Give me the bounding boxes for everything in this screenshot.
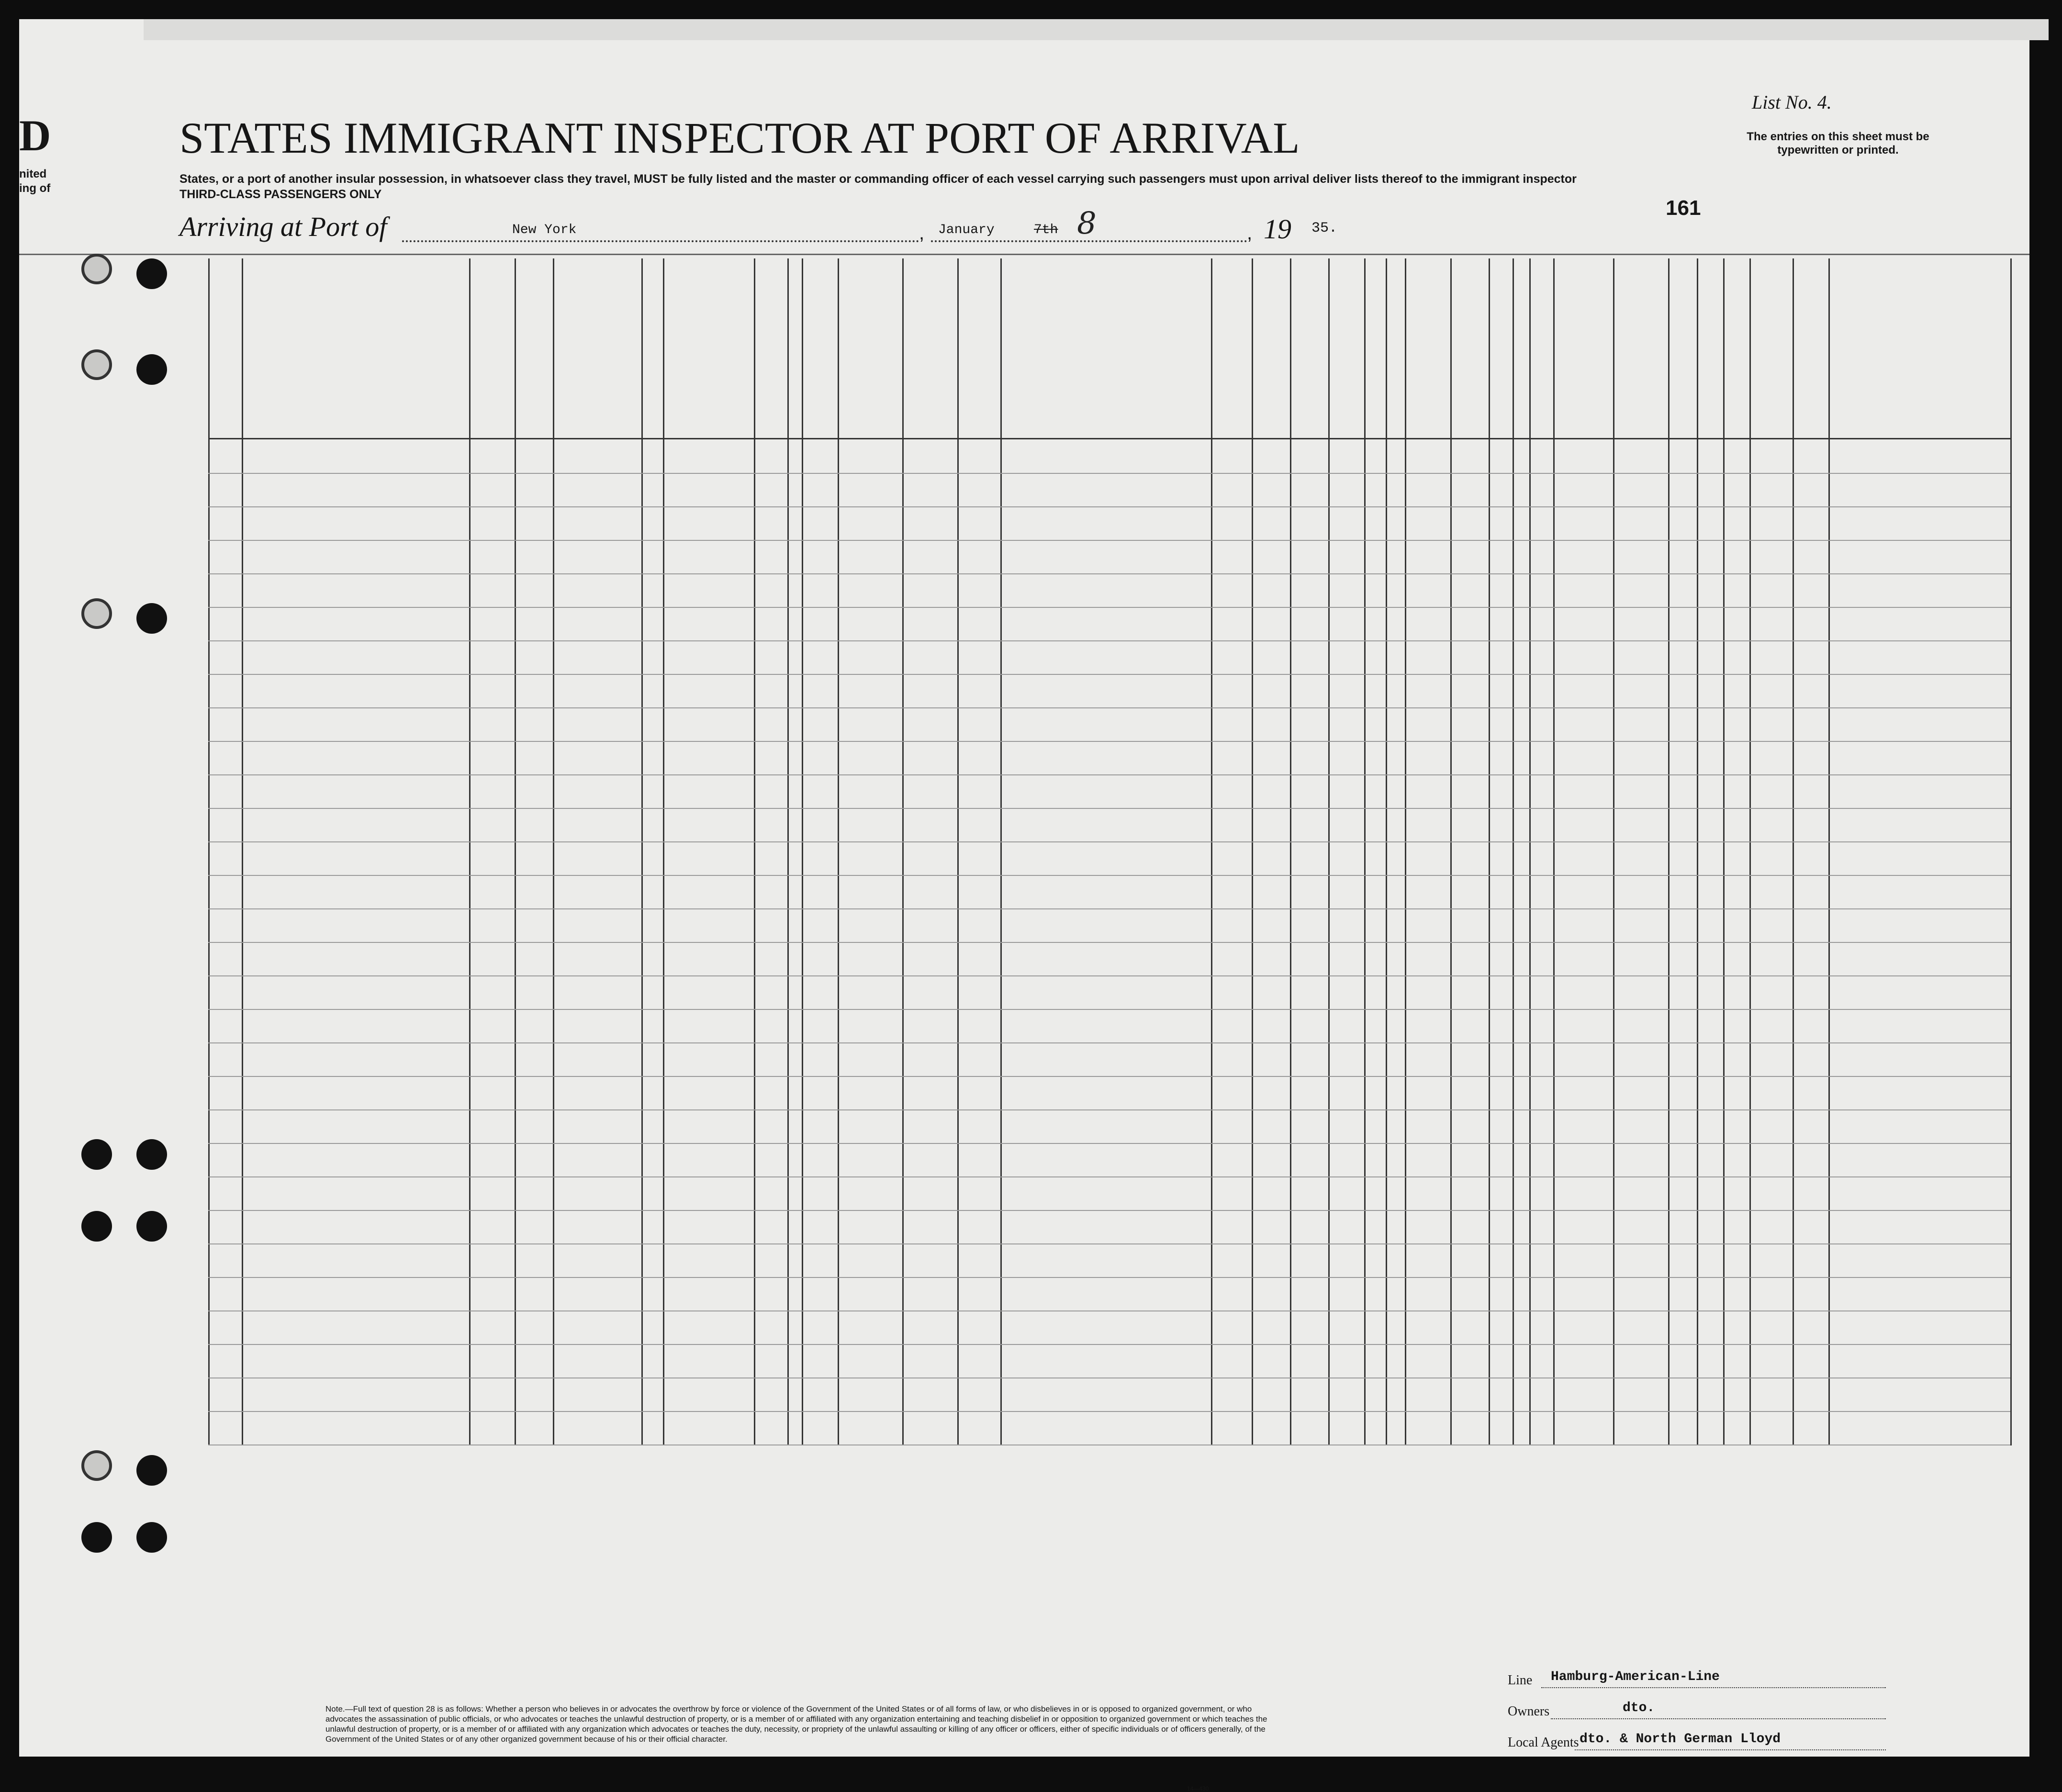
torn-top-edge: [144, 19, 2049, 40]
column-divider: [1828, 258, 1830, 1445]
column-divider: [754, 258, 755, 1445]
punch-hole-open: [81, 349, 112, 380]
instructions-line-1: States, or a port of another insular possession, in whatsoever class they travel, MUST be fully listed and the master or commanding officer of each vessel carrying such passengers must upon arrival deliver lists thereof to the immigrant inspector: [179, 172, 1577, 186]
column-divider: [787, 258, 789, 1445]
column-divider: [802, 258, 803, 1445]
row-rule: [208, 1143, 2010, 1144]
column-divider: [1723, 258, 1725, 1445]
form-code: 14—430: [1187, 1785, 1209, 1792]
port-underline: [402, 240, 919, 242]
row-rule: [208, 1042, 2010, 1043]
punch-hole: [136, 1522, 167, 1553]
instructions-line-2: THIRD-CLASS PASSENGERS ONLY: [179, 188, 382, 201]
row-rule: [208, 1243, 2010, 1244]
punch-hole: [136, 1139, 167, 1170]
agents-underline: [1575, 1749, 1886, 1750]
column-divider: [1364, 258, 1366, 1445]
comma-2: ,: [1247, 223, 1253, 244]
row-rule: [208, 506, 2010, 507]
row-rule: [208, 975, 2010, 976]
line-underline: [1541, 1687, 1886, 1688]
left-cut-letter: D: [19, 111, 51, 160]
column-divider: [515, 258, 516, 1445]
punch-hole: [136, 258, 167, 289]
row-rule: [208, 841, 2010, 842]
typewritten-note: The entries on this sheet must be typewritten or printed.: [1747, 130, 1929, 157]
port-label: Arriving at Port of: [179, 211, 387, 242]
column-divider: [1000, 258, 1002, 1445]
column-divider: [1450, 258, 1452, 1445]
line-value: Hamburg-American-Line: [1551, 1669, 1720, 1684]
row-rule: [208, 808, 2010, 809]
row-rule: [208, 1009, 2010, 1010]
row-rule: [208, 674, 2010, 675]
column-divider: [1697, 258, 1698, 1445]
owners-underline: [1551, 1718, 1886, 1719]
owners-label: Owners: [1508, 1704, 1550, 1719]
header-rule: [19, 254, 2029, 255]
owners-value: dto.: [1623, 1701, 1655, 1715]
column-divider: [957, 258, 959, 1445]
column-divider: [1211, 258, 1212, 1445]
row-rule: [208, 607, 2010, 608]
page-number: 161: [1666, 196, 1701, 220]
punch-hole: [81, 1522, 112, 1553]
row-rule: [208, 1210, 2010, 1211]
column-divider: [1613, 258, 1614, 1445]
column-divider: [2010, 258, 2012, 1445]
column-divider: [1328, 258, 1330, 1445]
row-rule: [208, 875, 2010, 876]
column-divider: [663, 258, 664, 1445]
column-divider: [553, 258, 554, 1445]
column-divider: [469, 258, 471, 1445]
column-divider: [1553, 258, 1555, 1445]
column-divider: [1749, 258, 1751, 1445]
punch-hole-open: [81, 598, 112, 629]
left-cut-text-2: ing of: [19, 182, 51, 195]
row-rule: [208, 473, 2010, 474]
manifest-sheet: [19, 19, 2029, 1792]
row-rule: [208, 1310, 2010, 1311]
column-divider: [1668, 258, 1670, 1445]
row-rule: [208, 741, 2010, 742]
date-month: January: [938, 223, 995, 237]
row-rule: [208, 1411, 2010, 1412]
header-bottom-rule: [208, 438, 2010, 439]
list-number: List No. 4.: [1752, 91, 1832, 113]
column-divider: [838, 258, 839, 1445]
punch-hole: [81, 1211, 112, 1242]
punch-hole-open: [81, 1450, 112, 1481]
punch-hole: [136, 603, 167, 634]
column-divider: [1793, 258, 1794, 1445]
row-rule: [208, 640, 2010, 641]
date-struck-day: 7th: [1034, 223, 1058, 237]
punch-hole-open: [81, 254, 112, 284]
agents-label: Local Agents: [1508, 1735, 1579, 1750]
column-divider: [641, 258, 643, 1445]
left-cut-text-1: nited: [19, 168, 47, 180]
punch-hole: [81, 1139, 112, 1170]
row-rule: [208, 1109, 2010, 1110]
column-divider: [1489, 258, 1490, 1445]
column-divider: [902, 258, 904, 1445]
column-divider: [1529, 258, 1531, 1445]
port-value: New York: [512, 223, 577, 237]
column-divider: [1290, 258, 1291, 1445]
column-divider: [1252, 258, 1253, 1445]
row-rule: [208, 1277, 2010, 1278]
column-divider: [208, 258, 210, 1445]
punch-hole: [136, 1455, 167, 1486]
column-divider: [242, 258, 243, 1445]
date-day-handwritten: 8: [1077, 206, 1097, 241]
row-rule: [208, 1076, 2010, 1077]
punch-hole: [136, 354, 167, 385]
line-label: Line: [1508, 1673, 1533, 1688]
row-rule: [208, 908, 2010, 909]
row-rule: [208, 774, 2010, 775]
column-divider: [1386, 258, 1387, 1445]
row-rule: [208, 1344, 2010, 1345]
row-rule: [208, 1176, 2010, 1177]
page-title: STATES IMMIGRANT INSPECTOR AT PORT OF ARRIVAL: [179, 113, 1300, 162]
agents-value: dto. & North German Lloyd: [1580, 1732, 1781, 1747]
punch-hole: [136, 1211, 167, 1242]
column-divider: [1513, 258, 1514, 1445]
footnote: Note.—Full text of question 28 is as follows: Whether a person who believes in or advocates the overthrow by force or violence of the Government of the United States or of all forms of law, or who disbelieves in or is opposed to organized government, or who advocates the assassination of public officials, or who advocates or teaches the unlawful destruction of property, or is a member of or affiliated with any organization entertaining and teaching disbelief in or opposition to organized government or which teaches the unlawful destruction of property, or is a member of or affiliated with any organization which advocates or teaches the duty, necessity, or propriety of the unlawful assaulting or killing of any officer or officers, either of specific individuals or of officers generally, of the Government of the United States or of any other organized government because of his or their official character.: [325, 1704, 1267, 1744]
row-rule: [208, 540, 2010, 541]
row-rule: [208, 942, 2010, 943]
comma-1: ,: [919, 223, 925, 244]
column-divider: [1405, 258, 1406, 1445]
year-prefix: 19: [1264, 213, 1291, 245]
row-rule: [208, 573, 2010, 574]
row-rule: [208, 707, 2010, 708]
year-suffix: 35.: [1311, 220, 1338, 236]
